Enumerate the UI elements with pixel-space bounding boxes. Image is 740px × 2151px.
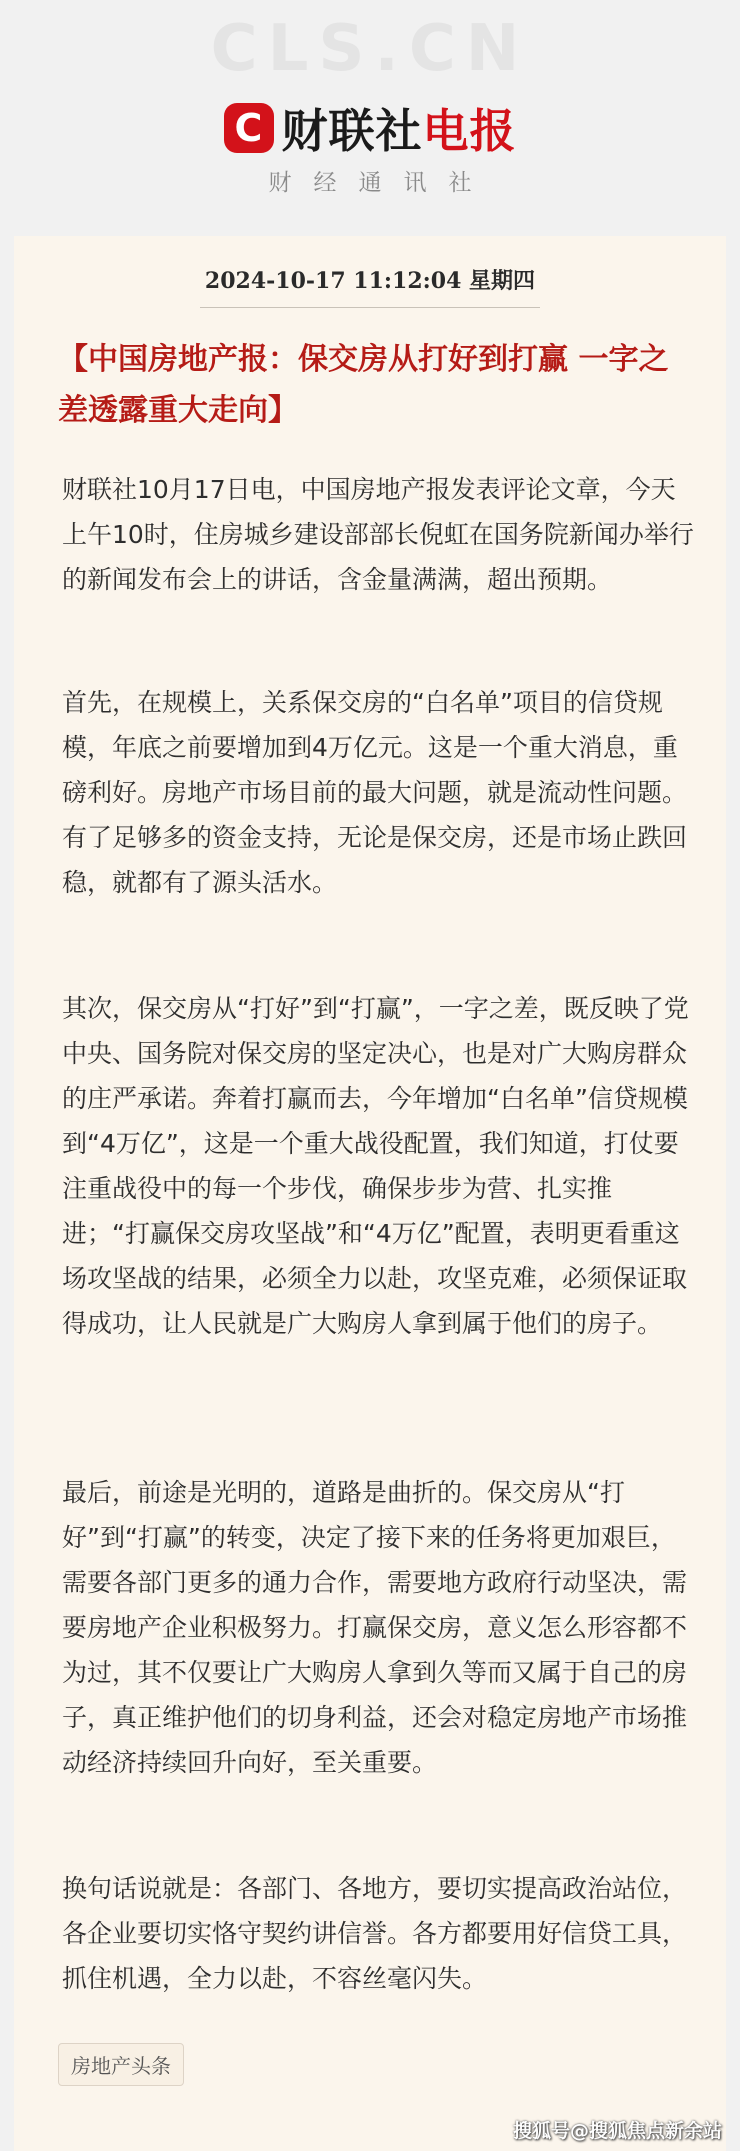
article-paragraph: 最后，前途是光明的，道路是曲折的。保交房从“打好”到“打赢”的转变，决定了接下来的任务将更加艰巨，需要各部门更多的通力合作，需要地方政府行动坚决，需要房地产企业积极努力。打赢保交房，意义怎么形容都不为过，其不仅要让广大购房人拿到久等而又属于自己的房子，真正维护他们的切身利益，还会对稳定房地产市场推动经济持续回升向好，至关重要。 xyxy=(62,1478,688,1777)
topic-tag[interactable]: 房地产头条 xyxy=(58,2043,184,2086)
article-paragraph: 其次，保交房从“打好”到“打赢”，一字之差，既反映了党中央、国务院对保交房的坚定决心，也是对广大购房群众的庄严承诺。奔着打赢而去，今年增加“白名单”信贷规模到“4万亿”，这是一个重大战役配置，我们知道，打仗要注重战役中的每一个步伐，确保步步为营、扎实推进；“打赢保交房攻坚战”和“4万亿”配置，表明更看重这场攻坚战的结果，必须全力以赴，攻坚克难，必须保证取得成功，让人民就是广大购房人拿到属于他们的房子。 xyxy=(62,994,689,1338)
article-headline: 【中国房地产报：保交房从打好到打赢 一字之差透露重大走向】 xyxy=(58,342,669,428)
source-watermark: 搜狐号@搜狐焦点新余站 xyxy=(512,2120,722,2142)
cls-watermark: CLS.CN xyxy=(210,12,530,86)
article-paragraph: 换句话说就是：各部门、各地方，要切实提高政治站位，各企业要切实恪守契约讲信誉。各方都要用好信贷工具，抓住机遇，全力以赴，不容丝毫闪失。 xyxy=(62,1874,688,1993)
article-paragraph: 首先，在规模上，关系保交房的“白名单”项目的信贷规模，年底之前要增加到4万亿元。这是一个重大消息，重磅利好。房地产市场目前的最大问题，就是流动性问题。有了足够多的资金支持，无论是保交房，还是市场止跌回稳，就都有了源头活水。 xyxy=(62,688,688,897)
brand-name-red: 电报 xyxy=(422,104,517,158)
brand-name-black: 财联社 xyxy=(281,104,423,158)
brand-logo xyxy=(0,95,740,161)
brand-name xyxy=(282,95,517,161)
divider xyxy=(200,307,540,308)
brand-tagline: 财经通讯社 xyxy=(268,170,494,196)
cls-logo-icon: C xyxy=(224,103,274,153)
article-datetime: 2024-10-17 11:12:04 星期四 xyxy=(204,268,536,294)
article-paragraph: 财联社10月17日电，中国房地产报发表评论文章，今天上午10时，住房城乡建设部部长倪虹在国务院新闻办举行的新闻发布会上的讲话，含金量满满，超出预期。 xyxy=(62,475,694,594)
